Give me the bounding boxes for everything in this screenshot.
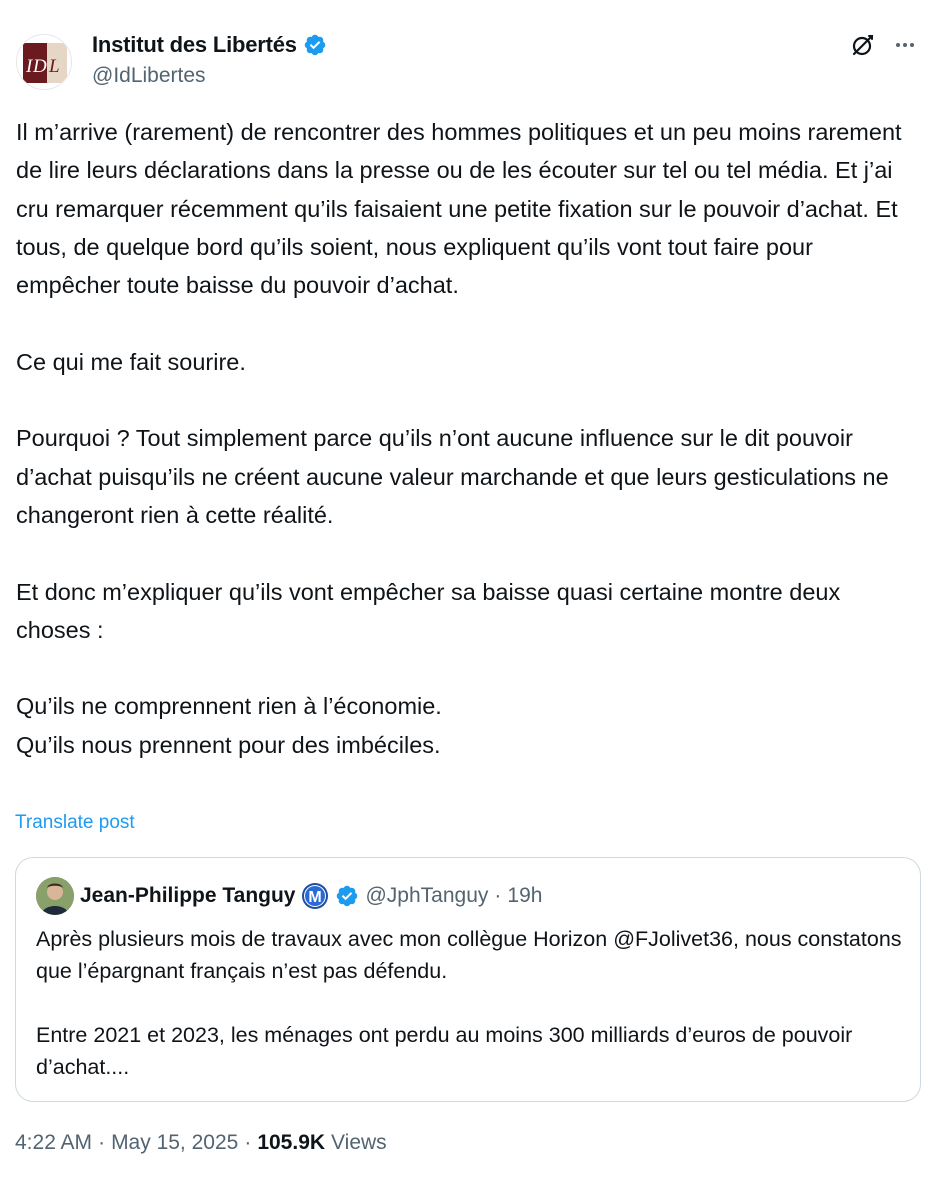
quote-separator: · <box>494 884 502 907</box>
post-text: Il m’arrive (rarement) de rencontrer des hommes politiques et un peu moins rarement de lire leurs déclarations dans la presse ou de les écouter sur tel ou tel média. Et j’ai cru remarquer récemment qu’ils faisaient une petite fixation sur le pouvoir d’achat. Et tous, de quelque bord qu’ils soient, nous expliquent qu’ils vont tout faire pour empêcher toute baisse du pouvoir d’achat. Ce qui me fait sourire. Pourquoi ? Tout simplement parce qu’ils n’ont aucune influence sur le dit pouvoir d’achat puisqu’ils ne créent aucune valeur marchande et que leurs gesticulations ne changeront rien à cette réalité. Et donc m’expliquer qu’ils vont empêcher sa baisse quasi certaine montre deux choses : Qu’ils ne comprennent rien à l’économie. Qu’ils nous prennent pour des imbéciles. <box>16 119 902 758</box>
meta-separator: · <box>98 1131 106 1154</box>
quote-author-avatar <box>36 877 74 915</box>
post-header <box>16 28 926 92</box>
translate-post-link[interactable]: Translate post <box>15 812 135 833</box>
more-dots-icon[interactable] <box>890 30 920 60</box>
party-logo-icon <box>301 882 329 910</box>
svg-text:I: I <box>26 56 33 77</box>
views-label: Views <box>331 1131 387 1154</box>
views-count[interactable]: 105.9K <box>257 1131 326 1154</box>
quote-header <box>80 882 542 910</box>
quote-author-handle[interactable]: @JphTanguy <box>365 884 489 907</box>
svg-text:L: L <box>49 56 60 77</box>
verified-badge-icon[interactable] <box>303 33 327 57</box>
idl-logo <box>17 35 72 90</box>
quote-text: Après plusieurs mois de travaux avec mon collègue Horizon @FJolivet36, nous constatons que l’épargnant français n’est pas défendu. Entre 2021 et 2023, les ménages ont perdu au moins 300 milliards d’euros de pouvoir d’achat.... <box>36 927 902 1079</box>
author-display-name[interactable]: Institut des Libertés <box>92 32 297 57</box>
svg-text:D: D <box>33 56 47 77</box>
author-name-row <box>92 32 327 58</box>
post-meta <box>15 1131 387 1155</box>
quote-verified-badge-icon[interactable] <box>335 884 359 908</box>
grok-icon[interactable] <box>848 30 878 60</box>
quote-timestamp[interactable]: 19h <box>507 884 543 907</box>
post-time[interactable]: 4:22 AM <box>15 1131 93 1154</box>
meta-separator: · <box>244 1131 252 1154</box>
author-avatar[interactable] <box>16 34 72 90</box>
svg-text:M: M <box>308 889 323 906</box>
quote-author-name[interactable]: Jean-Philippe Tanguy <box>80 884 296 907</box>
author-handle[interactable]: @IdLibertes <box>92 64 206 87</box>
post-date[interactable]: May 15, 2025 <box>111 1131 239 1154</box>
quoted-post[interactable] <box>15 857 921 1102</box>
